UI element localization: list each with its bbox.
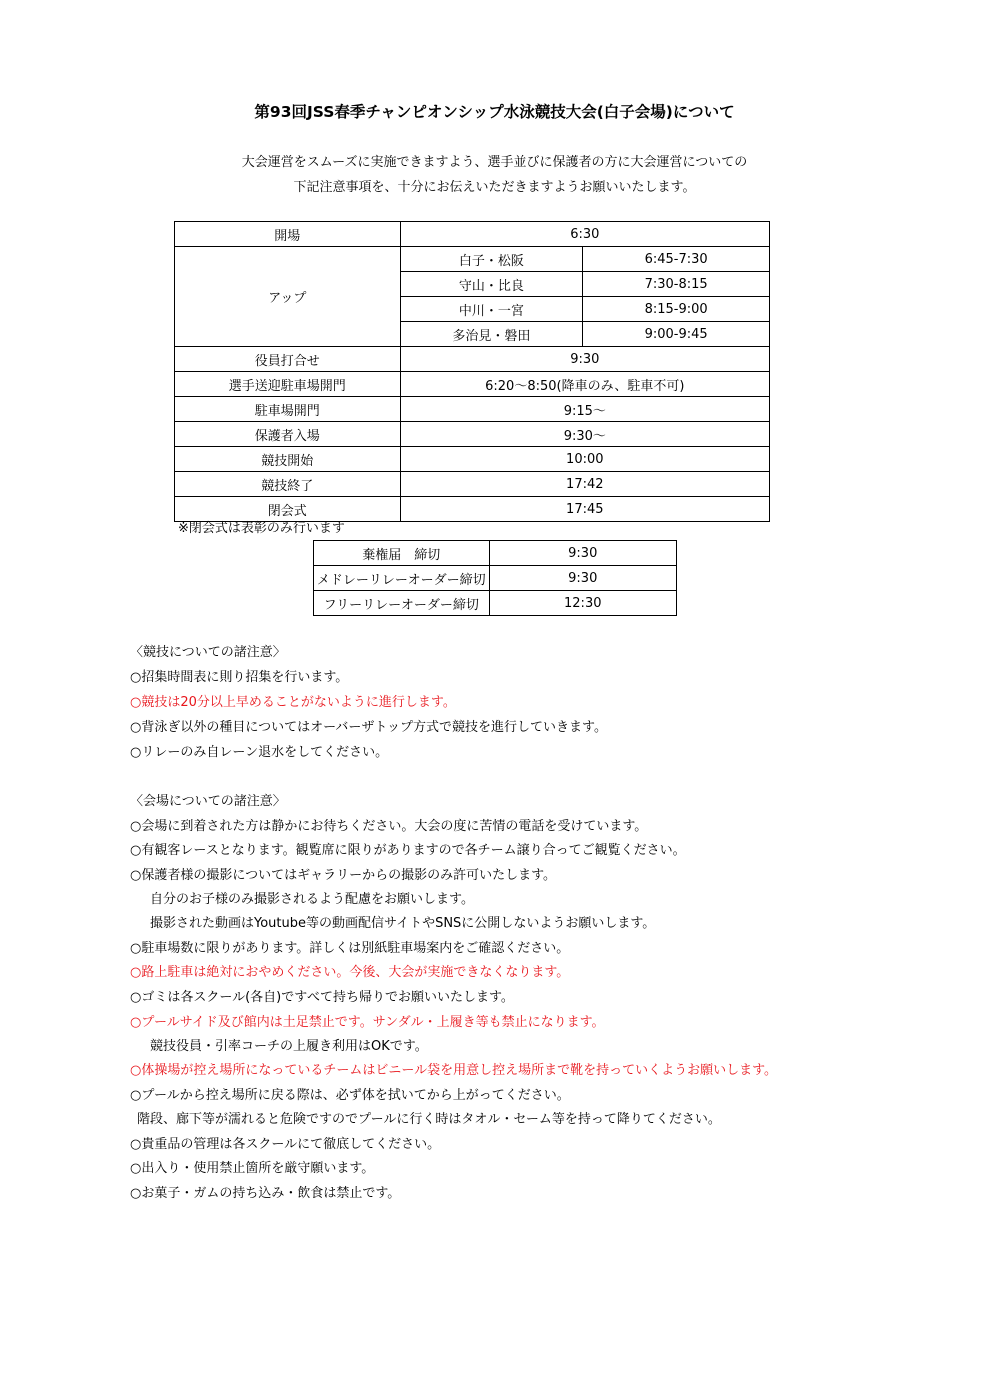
schedule-label: アップ xyxy=(175,247,401,347)
deadline-label: フリーリレーオーダー締切 xyxy=(314,591,490,616)
venue-item: 階段、廊下等が濡れると危険ですのでプールに行く時はタオル・セーム等を持って降りてください。 xyxy=(137,1112,721,1127)
venue-item: ○ゴミは各スクール(各自)ですべて持ち帰りでお願いいたします。 xyxy=(130,990,514,1005)
page-title: 第93回JSS春季チャンピオンシップ水泳競技大会(白子会場)について xyxy=(254,103,735,121)
competition-item: ○背泳ぎ以外の種目についてはオーバーザトップ方式で競技を進行していきます。 xyxy=(130,720,608,735)
schedule-label: 閉会式 xyxy=(175,497,401,522)
venue-item: 競技役員・引率コーチの上履き利用はOKです。 xyxy=(150,1039,428,1054)
deadline-row xyxy=(314,541,677,566)
schedule-label: 駐車場開門 xyxy=(175,397,401,422)
schedule-value: 17:45 xyxy=(400,497,769,522)
venue-item: 自分のお子様のみ撮影されるよう配慮をお願いします。 xyxy=(150,892,474,907)
warmup-time: 6:45-7:30 xyxy=(583,247,770,272)
warmup-group: 守山・比良 xyxy=(400,272,583,297)
schedule-row xyxy=(175,447,770,472)
competition-item: ○リレーのみ自レーン退水をしてください。 xyxy=(130,745,389,760)
intro-line-2: 下記注意事項を、十分にお伝えいただきますようお願いいたします。 xyxy=(293,180,696,195)
schedule-label: 競技開始 xyxy=(175,447,401,472)
deadline-table xyxy=(313,540,677,616)
schedule-table xyxy=(174,221,770,522)
schedule-label: 開場 xyxy=(175,222,401,247)
venue-item: ○会場に到着された方は静かにお待ちください。大会の度に苦情の電話を受けています。 xyxy=(130,819,648,834)
warmup-group: 白子・松阪 xyxy=(400,247,583,272)
schedule-label: 保護者入場 xyxy=(175,422,401,447)
venue-item: ○有観客レースとなります。観覧席に限りがありますので各チーム譲り合ってご観覧ください。 xyxy=(130,843,686,858)
deadline-label: 棄権届 締切 xyxy=(314,541,490,566)
venue-item: ○駐車場数に限りがあります。詳しくは別紙駐車場案内をご確認ください。 xyxy=(130,941,570,956)
deadline-row xyxy=(314,591,677,616)
venue-item: ○出入り・使用禁止箇所を厳守願います。 xyxy=(130,1161,375,1176)
intro-line-1: 大会運営をスムーズに実施できますよう、選手並びに保護者の方に大会運営についての xyxy=(241,155,748,170)
schedule-value: 9:15～ xyxy=(400,397,769,422)
venue-item: ○路上駐車は絶対におやめください。今後、大会が実施できなくなります。 xyxy=(130,965,570,980)
warmup-time: 7:30-8:15 xyxy=(583,272,770,297)
schedule-row xyxy=(175,397,770,422)
schedule-value: 17:42 xyxy=(400,472,769,497)
schedule-value: 10:00 xyxy=(400,447,769,472)
competition-heading: 〈競技についての諸注意〉 xyxy=(130,645,286,660)
warmup-time: 9:00-9:45 xyxy=(583,322,770,347)
venue-item: ○プールから控え場所に戻る際は、必ず体を拭いてから上がってください。 xyxy=(130,1088,570,1103)
venue-heading: 〈会場についての諸注意〉 xyxy=(130,794,286,809)
deadline-value: 9:30 xyxy=(489,541,677,566)
schedule-value: 9:30 xyxy=(400,347,769,372)
venue-item: ○体操場が控え場所になっているチームはビニール袋を用意し控え場所まで靴を持っていくようお願いします。 xyxy=(130,1063,778,1078)
deadline-label: メドレーリレーオーダー締切 xyxy=(314,566,490,591)
schedule-row xyxy=(175,222,770,247)
schedule-label: 競技終了 xyxy=(175,472,401,497)
venue-item: 撮影された動画はYoutube等の動画配信サイトやSNSに公開しないようお願いします。 xyxy=(150,916,656,931)
venue-item: ○保護者様の撮影についてはギャラリーからの撮影のみ許可いたします。 xyxy=(130,868,557,883)
deadline-row xyxy=(314,566,677,591)
competition-item: ○招集時間表に則り招集を行います。 xyxy=(130,670,349,685)
venue-item: ○お菓子・ガムの持ち込み・飲食は禁止です。 xyxy=(130,1186,401,1201)
schedule-value: 6:30 xyxy=(400,222,769,247)
competition-item: ○競技は20分以上早めることがないように進行します。 xyxy=(130,695,456,710)
warmup-time: 8:15-9:00 xyxy=(583,297,770,322)
schedule-label: 役員打合せ xyxy=(175,347,401,372)
schedule-value: 9:30～ xyxy=(400,422,769,447)
venue-item: ○プールサイド及び館内は土足禁止です。サンダル・上履き等も禁止になります。 xyxy=(130,1015,605,1030)
schedule-row xyxy=(175,472,770,497)
warmup-group: 多治見・磐田 xyxy=(400,322,583,347)
schedule-row xyxy=(175,372,770,397)
schedule-note: ※閉会式は表彰のみ行います xyxy=(178,521,345,536)
schedule-value: 6:20～8:50(降車のみ、駐車不可) xyxy=(400,372,769,397)
venue-item: ○貴重品の管理は各スクールにて徹底してください。 xyxy=(130,1137,441,1152)
schedule-row xyxy=(175,247,770,272)
deadline-value: 9:30 xyxy=(489,566,677,591)
deadline-value: 12:30 xyxy=(489,591,677,616)
warmup-group: 中川・一宮 xyxy=(400,297,583,322)
schedule-row xyxy=(175,347,770,372)
schedule-label: 選手送迎駐車場開門 xyxy=(175,372,401,397)
schedule-row xyxy=(175,422,770,447)
